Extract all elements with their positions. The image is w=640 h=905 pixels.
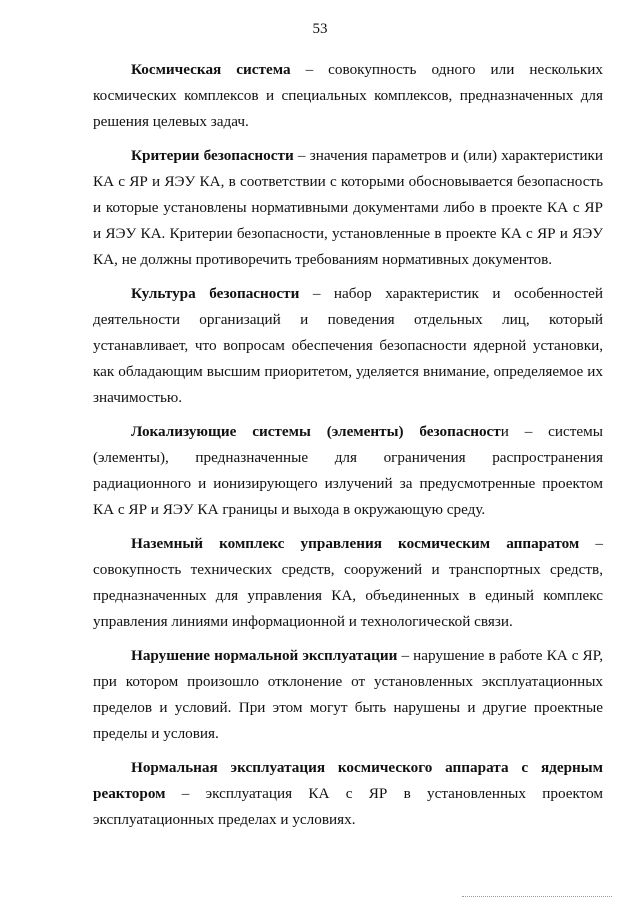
definition-term: Наземный комплекс управления космическим аппаратом xyxy=(131,535,580,552)
definition-term: Космическая система xyxy=(131,61,291,78)
definition-safety-criteria xyxy=(93,143,603,273)
page-number: 53 xyxy=(312,21,328,37)
definitions-list xyxy=(93,57,603,841)
definition-text: – эксплуатация КА с ЯР в установленных проектом эксплуатационных пределах и условиях. xyxy=(93,785,603,828)
definition-term: Культура безопасности xyxy=(131,285,300,302)
definition-text: и – системы (элементы), предназначенные для ограничения распространения радиационного и ионизирующего излучений за предусмотренные проектом КА с ЯР и ЯЭУ КА границы и выхода в окружающую среду. xyxy=(93,423,603,518)
definition-term: Критерии безопасности xyxy=(131,147,294,164)
definition-text: – значения параметров и (или) характеристики КА с ЯР и ЯЭУ КА, в соответствии с которыми обосновывается безопасность и которые установлены нормативными документами либо в проекте КА с ЯР и ЯЭУ КА. Критерии безопасности, установленные в проекте КА с ЯР и ЯЭУ КА, не должны противоречить требованиям нормативных документов. xyxy=(93,147,604,268)
definition-text: – совокупность одного или нескольких космических комплексов и специальных комплексов, предназначенных для решения целевых задач. xyxy=(93,61,603,130)
definition-safety-culture xyxy=(93,281,603,411)
definition-term: Нарушение нормальной эксплуатации xyxy=(131,647,398,664)
definition-term: Локализующие системы (элементы) безопасност xyxy=(131,423,501,440)
definition-ground-control-complex xyxy=(93,531,603,635)
definition-space-system xyxy=(93,57,603,135)
scan-edge-mark xyxy=(462,896,612,897)
definition-normal-operation xyxy=(93,755,603,833)
definition-text: – набор характеристик и особенностей деятельности организаций и поведения отдельных лиц, который устанавливает, что вопросам обеспечения безопасности ядерной установки, как обладающим высшим приоритетом, уделяется внимание, определяемое их значимостью. xyxy=(93,285,604,406)
definition-localizing-systems xyxy=(93,419,603,523)
definition-text: – нарушение в работе КА с ЯР, при котором произошло отклонение от установленных эксплуатационных пределов и условий. При этом могут быть нарушены и другие проектные пределы и условия. xyxy=(93,647,604,742)
definition-operation-violation xyxy=(93,643,603,747)
definition-term: Нормальная эксплуатация космического аппарата с ядерным реактором xyxy=(93,759,603,802)
definition-text: – совокупность технических средств, сооружений и транспортных средств, предназначенных для управления КА, объединенных в единый комплекс управления линиями информационной и технологической связи. xyxy=(93,535,604,630)
